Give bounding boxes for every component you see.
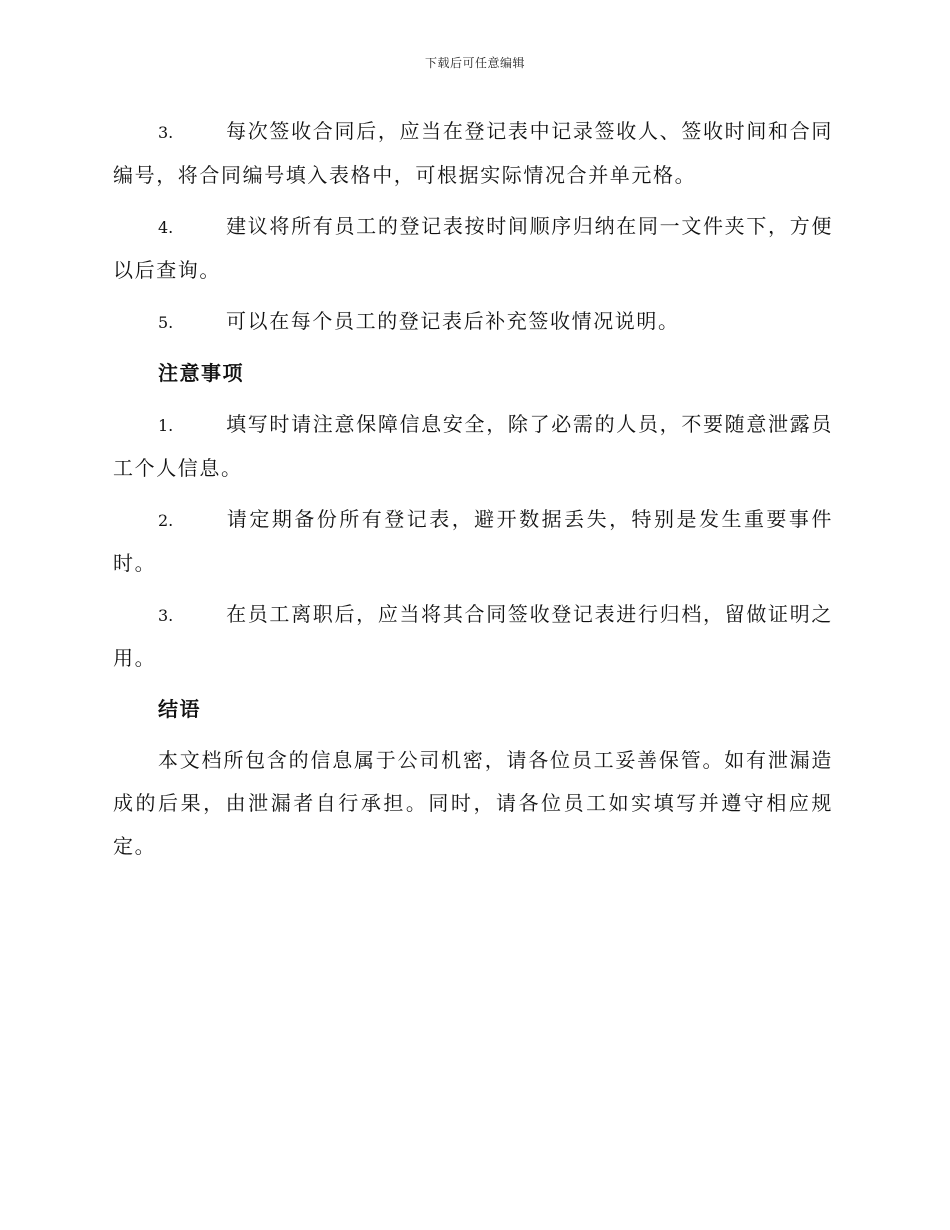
list-text: 填写时请注意保障信息安全，除了必需的人员，不要随意泄露员工个人信息。 [113,412,833,480]
notes-heading: 注意事项 [158,361,244,385]
list-text: 请定期备份所有登记表，避开数据丢失，特别是发生重要事件时。 [113,507,833,575]
list-number: 3. [158,606,174,625]
list-item [113,205,833,292]
list-item [113,110,833,197]
list-number: 4. [158,218,174,237]
list-item [113,593,833,680]
conclusion-paragraph: 本文档所包含的信息属于公司机密，请各位员工妥善保管。如有泄漏造成的后果，由泄漏者自行承担。同时，请各位员工如实填写并遵守相应规定。 [113,748,833,858]
list-text: 每次签收合同后，应当在登记表中记录签收人、签收时间和合同编号，将合同编号填入表格中，可根据实际情况合并单元格。 [113,119,833,187]
list-text: 建议将所有员工的登记表按时间顺序归纳在同一文件夹下，方便以后查询。 [113,214,833,282]
document-body [113,110,833,868]
list-text: 在员工离职后，应当将其合同签收登记表进行归档，留做证明之用。 [113,602,833,670]
list-number: 3. [158,123,174,142]
page-header: 下载后可任意编辑 [424,56,525,70]
list-item [113,403,833,490]
list-item [113,498,833,585]
list-text: 可以在每个员工的登记表后补充签收情况说明。 [226,309,680,333]
list-number: 2. [158,511,174,530]
list-number: 5. [158,313,174,332]
list-number: 1. [158,416,174,435]
conclusion-heading: 结语 [158,697,201,721]
list-item [113,300,833,344]
